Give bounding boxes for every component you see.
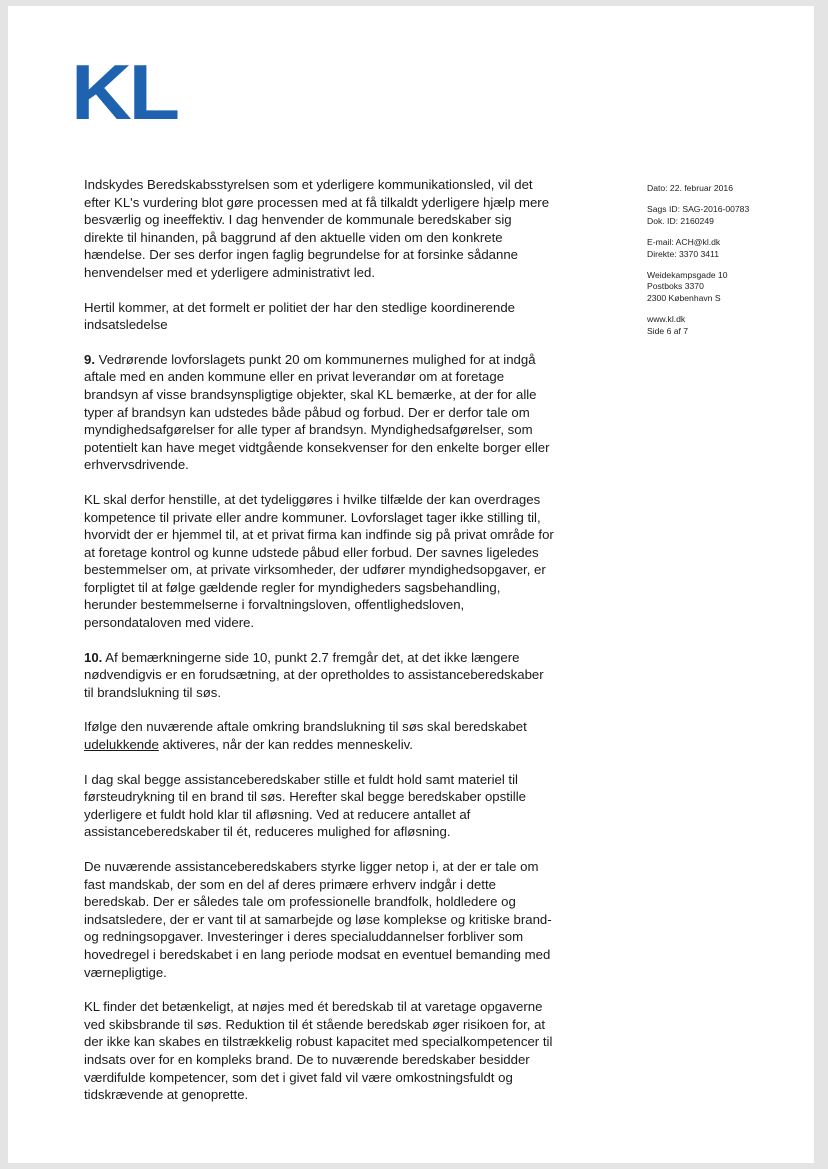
email-line: E-mail: ACH@kl.dk — [647, 237, 721, 248]
case-id-line: Sags ID: SAG-2016-00783 — [647, 204, 750, 215]
paragraph-10-text: Af bemærkningerne side 10, punkt 2.7 fremgår det, at det ikke længere nødvendigvis er en forudsætning, at der opretholdes to assistanceberedskaber til brandslukning til søs. — [84, 649, 544, 700]
letter-metadata — [647, 183, 807, 347]
underlined-word: udelukkende — [84, 737, 159, 753]
paragraph-concern: KL finder det betænkeligt, at nøjes med ét beredskab til at varetage opgaverne ved skibsbrande til søs. Reduktion til ét stående beredskab øger risikoen for, at der ikke kan skabes en tilstrækkelig robust kapacitet med specialkompetencer til indsats over for en kompleks brand. De to nuværende beredskaber besidder værdifulde kompetencer, som det i givet fald vil være omkostningsfuldt og tidskrævende at genoprette. — [84, 999, 553, 1103]
kl-logo: KL — [71, 48, 177, 136]
paragraph-current-agreement — [84, 718, 554, 753]
paragraph-9-text: Vedrørende lovforslagets punkt 20 om kommunernes mulighed for at indgå aftale med en anden kommune eller en privat leverandør om at foretage brandsyn af visse brandsynspligtige objekter, skal KL bemærke, at der for alle typer af brandsyn kan udstedes både påbud og forbud. Der er derfor tale om myndighedsafgørelser for alle typer af brandsyn. Myndighedsafgørelser, som potentielt kan have meget vidtgående konsekvenser for den enkelte borger eller erhvervsdrivende. — [84, 351, 550, 473]
paragraph-agreement-start: Ifølge den nuværende aftale omkring brandslukning til søs skal beredskabet — [84, 719, 527, 735]
paragraph-1: Indskydes Beredskabsstyrelsen som et yderligere kommunikationsled, vil det efter KL's vurdering blot gøre processen med at få tilkaldt yderligere hjælp mere besværlig og ineeffektiv. I dag henvender de kommunale beredskaber sig direkte til hinanden, på baggrund af den aktuelle viden om den konkrete hændelse. Der ses derfor ingen faglig begrundelse for at forsinke sådanne henvendelser med et yderligere administrativt led. — [84, 177, 550, 280]
paragraph-strength: De nuværende assistanceberedskabers styrke ligger netop i, at der er tale om fast mandskab, der som en del af deres primære erhverv indgår i dette beredskab. Der er således tale om professionelle brandfolk, holdledere og indsatsledere, der er vant til at samarbejde og løse komplekse og kritiske brand- og redningsopgaver. Investeringer i deres specialuddannelser forbliver som hovedregel i beredskabet i en lang periode modsat en eventuel bemanding med værnepligtige. — [84, 859, 552, 980]
paragraph-10 — [84, 649, 554, 702]
letter-page — [8, 6, 814, 1163]
address-city: 2300 København S — [647, 292, 721, 303]
paragraph-2: Hertil kommer, at det formelt er politiet der har den stedlige koordinerende indsatsledelse — [84, 299, 516, 333]
item-number-9: 9. — [84, 351, 95, 367]
item-number-10: 10. — [84, 649, 103, 665]
page-number: Side 6 af 7 — [647, 325, 689, 336]
website-link: www.kl.dk — [647, 314, 686, 325]
letter-body — [84, 176, 554, 1121]
paragraph-9 — [84, 351, 554, 474]
paragraph-recommendation: KL skal derfor henstille, at det tydeliggøres i hvilke tilfælde der kan overdrages kompetence til private eller andre kommuner. Lovforslaget tager ikke stilling til, hvorvidt der er hjemmel til, at et privat firma kan indfinde sig på privat område for at foretage kontrol og kunne udstede påbud eller forbud. Der savnes ligeledes bestemmelser om, at private virksomheder, der udfører myndighedsopgaver, er forpligtet til at følge gældende regler for myndigheders sagsbehandling, herunder bestemmelserne i forvaltningsloven, offentlighedsloven, persondataloven med videre. — [84, 491, 554, 631]
address-pobox: Postboks 3370 — [647, 281, 704, 292]
doc-id-line: Dok. ID: 2160249 — [647, 215, 714, 226]
paragraph-today: I dag skal begge assistanceberedskaber stille et fuldt hold samt materiel til førsteudrykning til en brand til søs. Herefter skal begge beredskaber opstille yderligere et fuldt hold klar til afløsning. Ved at reducere antallet af assistanceberedskaber til ét, reduceres mulighed for afløsning. — [84, 771, 526, 840]
address-street: Weidekampsgade 10 — [647, 270, 728, 281]
paragraph-agreement-end: aktiveres, når der kan reddes menneskeliv. — [158, 737, 413, 753]
date-line: Dato: 22. februar 2016 — [647, 183, 733, 193]
direct-phone-line: Direkte: 3370 3411 — [647, 248, 719, 259]
